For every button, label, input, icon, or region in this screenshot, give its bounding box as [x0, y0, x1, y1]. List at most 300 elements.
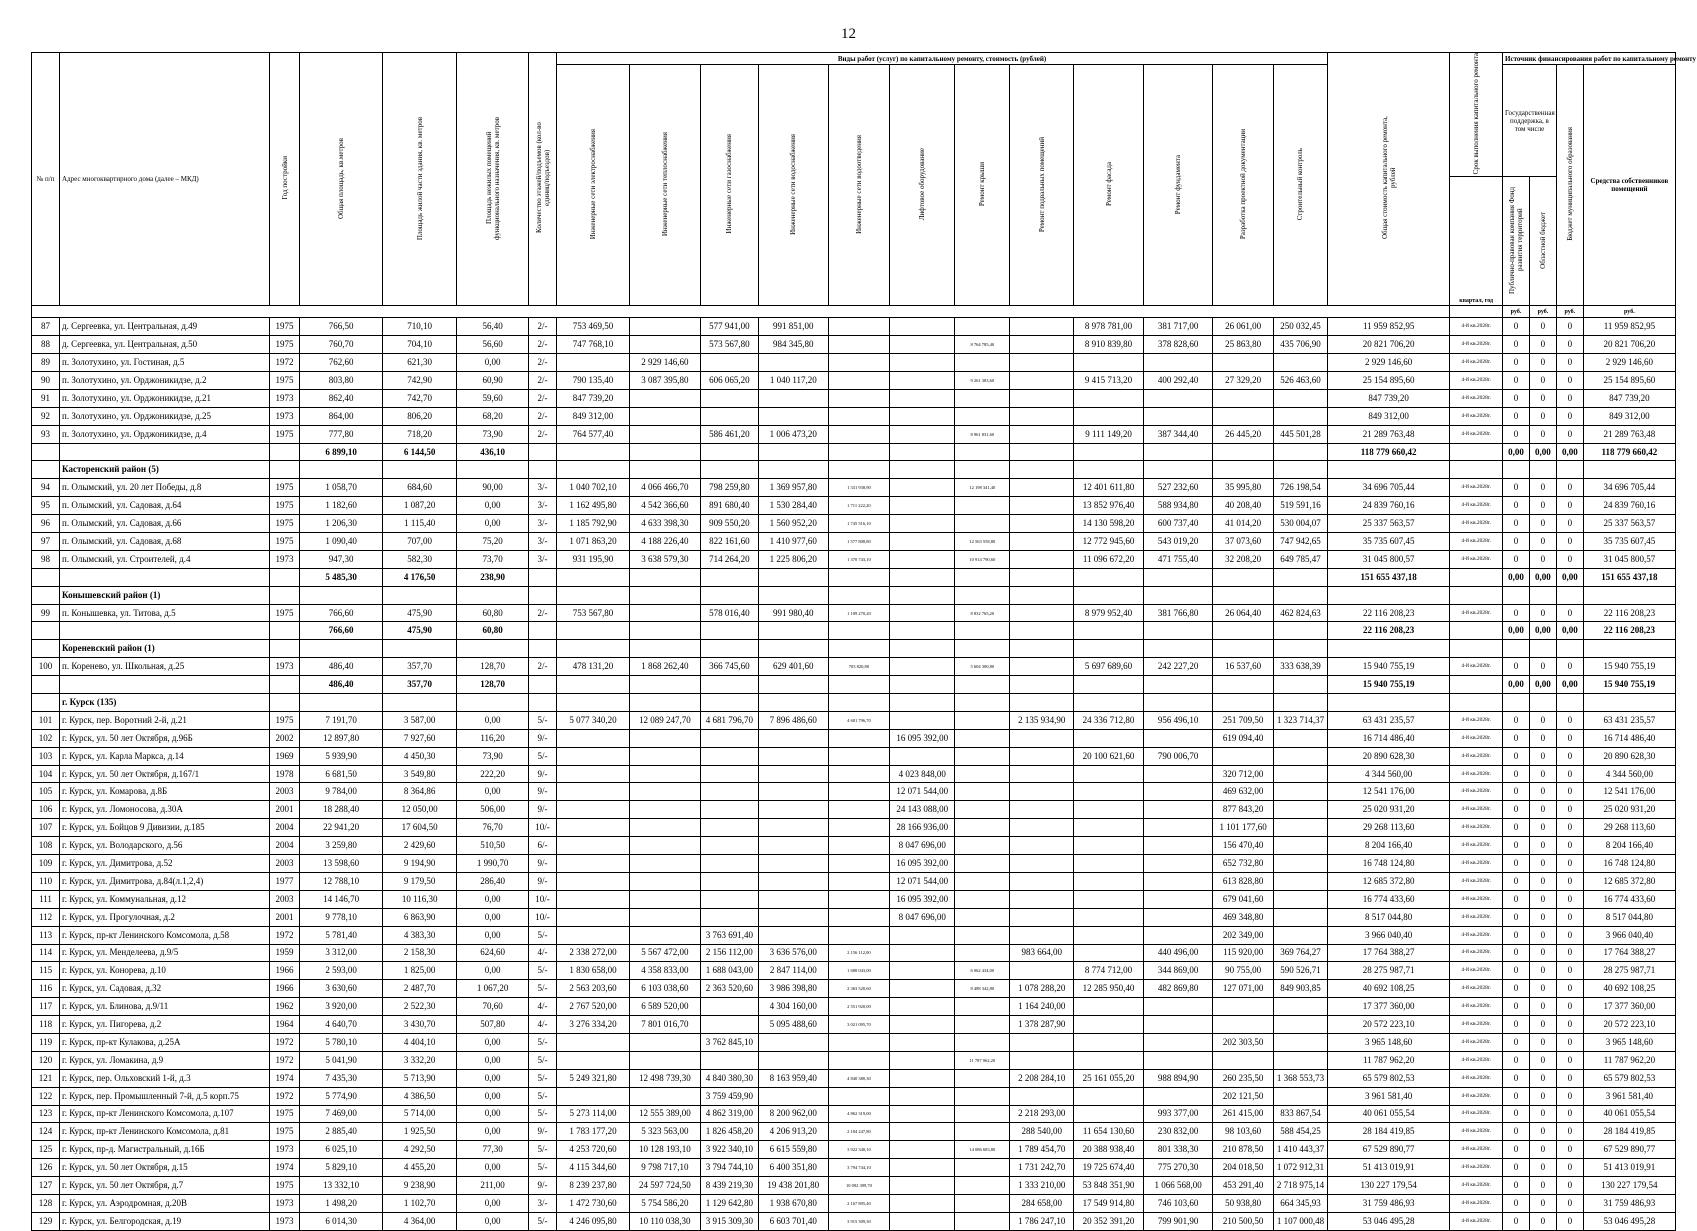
cell-term: 4-й кв.2028г. [1450, 1177, 1503, 1195]
cell-own: 2 929 146,60 [1583, 354, 1675, 372]
cell-ctrl: 2 718 975,14 [1273, 1177, 1327, 1195]
cell-living: 1 087,20 [383, 497, 457, 515]
cell-sum: 25 020 931,20 [1328, 801, 1450, 819]
cell-term: 4-й кв.2028г. [1450, 819, 1503, 837]
cell-own: 847 739,20 [1583, 389, 1675, 407]
header-w-basement: Ремонт подвальных помещений [1010, 65, 1074, 306]
cell-water [759, 729, 829, 747]
cell-total: 5 781,40 [300, 926, 383, 944]
cell-living: 4 383,30 [383, 926, 457, 944]
cell-base: 983 664,00 [1010, 944, 1074, 962]
cell-term: 4-й кв.2028г. [1450, 980, 1503, 998]
cell-base: 1 164 240,00 [1010, 998, 1074, 1016]
cell-sewer: 3 915 309,30 [828, 1212, 890, 1230]
cell-ctrl: 849 903,85 [1273, 980, 1327, 998]
cell-roof [955, 389, 1010, 407]
cell-roof [955, 1123, 1010, 1141]
cell-n: 97 [32, 533, 60, 551]
cell-el: 5 249 321,80 [557, 1069, 630, 1087]
cell-living: 5 713,90 [383, 1069, 457, 1087]
cell-lift: 24 143 088,00 [890, 801, 955, 819]
cell-floors: 9/- [529, 872, 557, 890]
cell-el: 790 135,40 [557, 372, 630, 390]
cell-term: 4-й кв.2028г. [1450, 711, 1503, 729]
subtotal-empty [1143, 568, 1213, 586]
cell-addr: г. Курск, ул. Комарова, д.8Б [60, 783, 270, 801]
cell-sewer [828, 855, 890, 873]
cell-proj: 619 094,40 [1213, 729, 1274, 747]
cell-living: 2 487,70 [383, 980, 457, 998]
cell-roof [955, 855, 1010, 873]
cell-roof [955, 1087, 1010, 1105]
cell-ctrl: 526 463,60 [1273, 372, 1327, 390]
header-year: Год постройки [269, 53, 299, 306]
cell-living: 9 238,90 [383, 1177, 457, 1195]
cell-f3: 0 [1556, 1194, 1583, 1212]
cell-n: 102 [32, 729, 60, 747]
cell-roof [955, 515, 1010, 533]
cell-f3: 0 [1556, 1016, 1583, 1034]
cell-sewer: 1 331 938,90 [828, 479, 890, 497]
cell-floors: 9/- [529, 855, 557, 873]
table-row [32, 497, 1676, 515]
cell-f1: 0 [1503, 998, 1530, 1016]
cell-nonres: 73,90 [457, 425, 529, 443]
district-name: Кореневский район (1) [60, 640, 270, 658]
cell-own: 25 154 895,60 [1583, 372, 1675, 390]
cell-water: 1 369 957,80 [759, 479, 829, 497]
cell-sewer [828, 354, 890, 372]
cell-heat: 3 087 395,80 [629, 372, 700, 390]
cell-floors: 4/- [529, 998, 557, 1016]
cell-sum: 16 774 433,60 [1328, 890, 1450, 908]
cell-el: 847 739,20 [557, 389, 630, 407]
cell-found: 381 766,80 [1143, 604, 1213, 622]
cell-living: 4 292,50 [383, 1141, 457, 1159]
cell-lift [890, 1016, 955, 1034]
cell-addr: г. Курск, пр-кт Ленинского Комсомола, д.81 [60, 1123, 270, 1141]
cell-floors: 3/- [529, 515, 557, 533]
cell-year: 1978 [269, 765, 299, 783]
cell-sum: 15 940 755,19 [1328, 658, 1450, 676]
cell-heat [629, 1087, 700, 1105]
cell-el [557, 855, 630, 873]
cell-heat [629, 926, 700, 944]
cell-total: 6 681,50 [300, 765, 383, 783]
subtotal-empty [890, 443, 955, 461]
subtotal-sum: 118 779 660,42 [1328, 443, 1450, 461]
cell-n: 99 [32, 604, 60, 622]
cell-total: 14 146,70 [300, 890, 383, 908]
cell-own: 65 579 802,53 [1583, 1069, 1675, 1087]
cell-n: 126 [32, 1159, 60, 1177]
subtotal-row [32, 568, 1676, 586]
cell-f3: 0 [1556, 819, 1583, 837]
cell-sewer [828, 872, 890, 890]
cell-f3: 0 [1556, 1033, 1583, 1051]
cell-el [557, 1051, 630, 1069]
cell-living: 1 102,70 [383, 1194, 457, 1212]
cell-base [1010, 801, 1074, 819]
cell-nonres: 70,60 [457, 998, 529, 1016]
cell-n: 114 [32, 944, 60, 962]
cell-sewer [828, 425, 890, 443]
cell-addr: г. Курск, ул. Коммунальная, д.12 [60, 890, 270, 908]
subtotal-living: 475,90 [383, 622, 457, 640]
cell-proj: 25 863,80 [1213, 336, 1274, 354]
cell-f1: 0 [1503, 729, 1530, 747]
subtotal-empty [1450, 676, 1503, 694]
cell-sewer [828, 1033, 890, 1051]
cell-el: 931 195,90 [557, 550, 630, 568]
cell-addr: п. Конышевка, ул. Титова, д.5 [60, 604, 270, 622]
cell-own: 29 268 113,60 [1583, 819, 1675, 837]
cell-found: 543 019,20 [1143, 533, 1213, 551]
cell-floors: 10/- [529, 890, 557, 908]
table-row [32, 604, 1676, 622]
cell-proj: 251 709,50 [1213, 711, 1274, 729]
cell-sum: 4 344 560,00 [1328, 765, 1450, 783]
cell-found: 746 103,60 [1143, 1194, 1213, 1212]
cell-lift [890, 1069, 955, 1087]
cell-addr: г. Курск, ул. Аэродромная, д.20В [60, 1194, 270, 1212]
cell-own: 25 337 563,57 [1583, 515, 1675, 533]
subtotal-empty [557, 443, 630, 461]
subtotal-total: 486,40 [300, 676, 383, 694]
cell-found [1143, 765, 1213, 783]
cell-f2: 0 [1529, 837, 1556, 855]
cell-addr: г. Курск, ул. Блинова, д.9/11 [60, 998, 270, 1016]
cell-lift [890, 604, 955, 622]
cell-living: 10 116,30 [383, 890, 457, 908]
cell-lift: 12 071 544,00 [890, 872, 955, 890]
cell-found: 387 344,40 [1143, 425, 1213, 443]
cell-facade [1074, 837, 1144, 855]
cell-n: 107 [32, 819, 60, 837]
cell-lift [890, 926, 955, 944]
cell-f2: 0 [1529, 550, 1556, 568]
cell-proj: 27 329,20 [1213, 372, 1274, 390]
cell-gas [700, 1051, 758, 1069]
cell-f2: 0 [1529, 407, 1556, 425]
district-empty [700, 586, 758, 604]
unit-rub-local: руб. [1556, 306, 1583, 318]
cell-facade [1074, 1051, 1144, 1069]
cell-year: 1975 [269, 479, 299, 497]
cell-year: 1966 [269, 962, 299, 980]
cell-total: 5 041,90 [300, 1051, 383, 1069]
header-total-cost: Общая стоимость капитального ремонта, рублей [1328, 53, 1450, 306]
district-empty [700, 640, 758, 658]
subtotal-f2: 0,00 [1529, 443, 1556, 461]
cell-total: 3 259,80 [300, 837, 383, 855]
cell-f2: 0 [1529, 801, 1556, 819]
cell-water: 6 400 351,80 [759, 1159, 829, 1177]
cell-el: 1 830 658,00 [557, 962, 630, 980]
subtotal-empty [60, 568, 270, 586]
district-empty [1328, 694, 1450, 712]
cell-el: 1 071 863,20 [557, 533, 630, 551]
cell-floors: 2/- [529, 604, 557, 622]
cell-found: 400 292,40 [1143, 372, 1213, 390]
cell-base: 1 333 210,00 [1010, 1177, 1074, 1195]
table-row [32, 729, 1676, 747]
cell-addr: г. Курск, ул. Пигорева, д.2 [60, 1016, 270, 1034]
cell-roof [955, 890, 1010, 908]
cell-addr: п. Олымский, ул. Садовая, д.66 [60, 515, 270, 533]
cell-floors: 9/- [529, 1177, 557, 1195]
cell-term: 4-й кв.2028г. [1450, 1159, 1503, 1177]
cell-gas: 4 862 319,00 [700, 1105, 758, 1123]
cell-total: 4 640,70 [300, 1016, 383, 1034]
cell-own: 3 961 581,40 [1583, 1087, 1675, 1105]
cell-found [1143, 837, 1213, 855]
table-row [32, 1051, 1676, 1069]
cell-proj [1213, 407, 1274, 425]
cell-base [1010, 872, 1074, 890]
cell-base [1010, 729, 1074, 747]
cell-living: 742,90 [383, 372, 457, 390]
cell-gas [700, 908, 758, 926]
subtotal-empty [759, 622, 829, 640]
cell-gas: 714 264,20 [700, 550, 758, 568]
cell-proj: 202 349,00 [1213, 926, 1274, 944]
cell-total: 486,40 [300, 658, 383, 676]
cell-gas: 578 016,40 [700, 604, 758, 622]
cell-f1: 0 [1503, 533, 1530, 551]
cell-year: 1962 [269, 998, 299, 1016]
cell-facade: 53 848 351,90 [1074, 1177, 1144, 1195]
table-row [32, 372, 1676, 390]
subtotal-empty [700, 568, 758, 586]
cell-term: 4-й кв.2028г. [1450, 765, 1503, 783]
cell-term: 4-й кв.2028г. [1450, 407, 1503, 425]
cell-heat [629, 872, 700, 890]
cell-f2: 0 [1529, 962, 1556, 980]
cell-f2: 0 [1529, 372, 1556, 390]
cell-roof [955, 747, 1010, 765]
district-empty [1450, 694, 1503, 712]
cell-n: 125 [32, 1141, 60, 1159]
subtotal-living: 4 176,50 [383, 568, 457, 586]
cell-n: 127 [32, 1177, 60, 1195]
cell-f2: 0 [1529, 425, 1556, 443]
cell-nonres: 0,00 [457, 1087, 529, 1105]
subtotal-empty [1010, 443, 1074, 461]
table-row [32, 998, 1676, 1016]
cell-water: 7 896 486,60 [759, 711, 829, 729]
table-row [32, 407, 1676, 425]
cell-floors: 3/- [529, 1194, 557, 1212]
district-empty [890, 640, 955, 658]
cell-found: 471 755,40 [1143, 550, 1213, 568]
cell-f2: 0 [1529, 765, 1556, 783]
table-row [32, 711, 1676, 729]
header-w-roof: Ремонт крыши [955, 65, 1010, 306]
cell-f2: 0 [1529, 318, 1556, 336]
subtotal-empty [955, 622, 1010, 640]
cell-sum: 849 312,00 [1328, 407, 1450, 425]
cell-term: 4-й кв.2028г. [1450, 944, 1503, 962]
cell-heat [629, 801, 700, 819]
subtotal-f1: 0,00 [1503, 676, 1530, 694]
cell-term: 4-й кв.2028г. [1450, 872, 1503, 890]
cell-gas: 1 688 043,00 [700, 962, 758, 980]
cell-sewer [828, 783, 890, 801]
cell-n: 117 [32, 998, 60, 1016]
cell-own: 4 344 560,00 [1583, 765, 1675, 783]
cell-lift [890, 497, 955, 515]
cell-ctrl: 1 368 553,73 [1273, 1069, 1327, 1087]
cell-total: 13 332,10 [300, 1177, 383, 1195]
cell-f1: 0 [1503, 604, 1530, 622]
cell-facade [1074, 801, 1144, 819]
district-empty [1273, 586, 1327, 604]
cell-base [1010, 533, 1074, 551]
cell-sewer: 2 363 520,60 [828, 980, 890, 998]
cell-roof [955, 801, 1010, 819]
district-empty [557, 461, 630, 479]
cell-gas: 1 129 642,80 [700, 1194, 758, 1212]
cell-sewer [828, 890, 890, 908]
cell-heat: 4 188 226,40 [629, 533, 700, 551]
cell-f2: 0 [1529, 604, 1556, 622]
cell-f2: 0 [1529, 1069, 1556, 1087]
cell-water: 6 603 701,40 [759, 1212, 829, 1230]
subtotal-total: 6 899,10 [300, 443, 383, 461]
table-row [32, 533, 1676, 551]
cell-el: 1 040 702,10 [557, 479, 630, 497]
table-row [32, 318, 1676, 336]
subtotal-living: 357,70 [383, 676, 457, 694]
cell-nonres: 0,00 [457, 926, 529, 944]
cell-heat [629, 747, 700, 765]
cell-heat: 5 754 586,20 [629, 1194, 700, 1212]
cell-f2: 0 [1529, 336, 1556, 354]
cell-f2: 0 [1529, 855, 1556, 873]
cell-gas: 909 550,20 [700, 515, 758, 533]
cell-f3: 0 [1556, 604, 1583, 622]
district-empty [629, 640, 700, 658]
cell-el: 4 246 095,80 [557, 1212, 630, 1230]
subtotal-empty [955, 443, 1010, 461]
cell-sum: 29 268 113,60 [1328, 819, 1450, 837]
cell-facade: 20 388 938,40 [1074, 1141, 1144, 1159]
cell-year: 1972 [269, 1051, 299, 1069]
district-header-row [32, 640, 1676, 658]
cell-living: 12 050,00 [383, 801, 457, 819]
cell-f2: 0 [1529, 533, 1556, 551]
cell-base [1010, 336, 1074, 354]
subtotal-living: 6 144,50 [383, 443, 457, 461]
cell-term: 4-й кв.2028г. [1450, 926, 1503, 944]
cell-n: 124 [32, 1123, 60, 1141]
cell-ctrl [1273, 747, 1327, 765]
header-w-water: Инженерные сети водоснабжения [759, 65, 829, 306]
cell-water: 1 006 473,20 [759, 425, 829, 443]
cell-water: 1 225 806,20 [759, 550, 829, 568]
cell-sum: 3 961 581,40 [1328, 1087, 1450, 1105]
district-empty [759, 640, 829, 658]
cell-f1: 0 [1503, 944, 1530, 962]
cell-sewer: 2 184 247,80 [828, 1123, 890, 1141]
cell-sewer: 2 156 112,00 [828, 944, 890, 962]
cell-proj: 210 878,50 [1213, 1141, 1274, 1159]
subtotal-total: 5 485,30 [300, 568, 383, 586]
cell-year: 1959 [269, 944, 299, 962]
cell-total: 864,00 [300, 407, 383, 425]
cell-water [759, 837, 829, 855]
cell-el: 2 767 520,00 [557, 998, 630, 1016]
cell-facade [1074, 407, 1144, 425]
cell-f3: 0 [1556, 336, 1583, 354]
unit-rub-owners: руб. [1583, 306, 1675, 318]
cell-lift [890, 354, 955, 372]
cell-year: 1973 [269, 658, 299, 676]
cell-f1: 0 [1503, 515, 1530, 533]
cell-el [557, 890, 630, 908]
cell-f3: 0 [1556, 872, 1583, 890]
cell-addr: г. Курск, пр-д. Магистральный, д.16Б [60, 1141, 270, 1159]
cell-own: 8 204 166,40 [1583, 837, 1675, 855]
cell-addr: г. Курск, пр-кт Ленинского Комсомола, д.58 [60, 926, 270, 944]
cell-f1: 0 [1503, 855, 1530, 873]
subtotal-empty [269, 676, 299, 694]
cell-nonres: 1 990,70 [457, 855, 529, 873]
district-empty [1503, 586, 1530, 604]
cell-f1: 0 [1503, 1069, 1530, 1087]
cell-total: 5 780,10 [300, 1033, 383, 1051]
cell-own: 67 529 890,77 [1583, 1141, 1675, 1159]
subtotal-nonres: 60,80 [457, 622, 529, 640]
cell-f3: 0 [1556, 980, 1583, 998]
cell-lift: 16 095 392,00 [890, 890, 955, 908]
cell-total: 803,80 [300, 372, 383, 390]
cell-heat: 12 555 389,00 [629, 1105, 700, 1123]
cell-roof [955, 354, 1010, 372]
cell-sum: 21 289 763,48 [1328, 425, 1450, 443]
cell-facade: 17 549 914,80 [1074, 1194, 1144, 1212]
cell-living: 621,30 [383, 354, 457, 372]
cell-addr: г. Курск, ул. Менделеева, д.9/5 [60, 944, 270, 962]
cell-proj: 32 208,20 [1213, 550, 1274, 568]
cell-addr: г. Курск, ул. Володарского, д.56 [60, 837, 270, 855]
subtotal-empty [890, 622, 955, 640]
cell-n: 129 [32, 1212, 60, 1230]
table-row [32, 783, 1676, 801]
cell-sum: 17 764 388,27 [1328, 944, 1450, 962]
cell-sum: 63 431 235,57 [1328, 711, 1450, 729]
subtotal-sum: 151 655 437,18 [1328, 568, 1450, 586]
cell-f2: 0 [1529, 872, 1556, 890]
cell-gas [700, 801, 758, 819]
cell-year: 1972 [269, 1087, 299, 1105]
cell-heat [629, 783, 700, 801]
cell-f2: 0 [1529, 1159, 1556, 1177]
cell-ctrl: 519 591,16 [1273, 497, 1327, 515]
cell-f3: 0 [1556, 479, 1583, 497]
cell-gas [700, 407, 758, 425]
cell-n: 110 [32, 872, 60, 890]
district-empty [1074, 461, 1144, 479]
district-empty [300, 461, 383, 479]
cell-f3: 0 [1556, 926, 1583, 944]
district-empty [1010, 694, 1074, 712]
cell-f1: 0 [1503, 926, 1530, 944]
cell-lift [890, 1212, 955, 1230]
cell-f3: 0 [1556, 747, 1583, 765]
cell-roof: 8 488 342,80 [955, 980, 1010, 998]
